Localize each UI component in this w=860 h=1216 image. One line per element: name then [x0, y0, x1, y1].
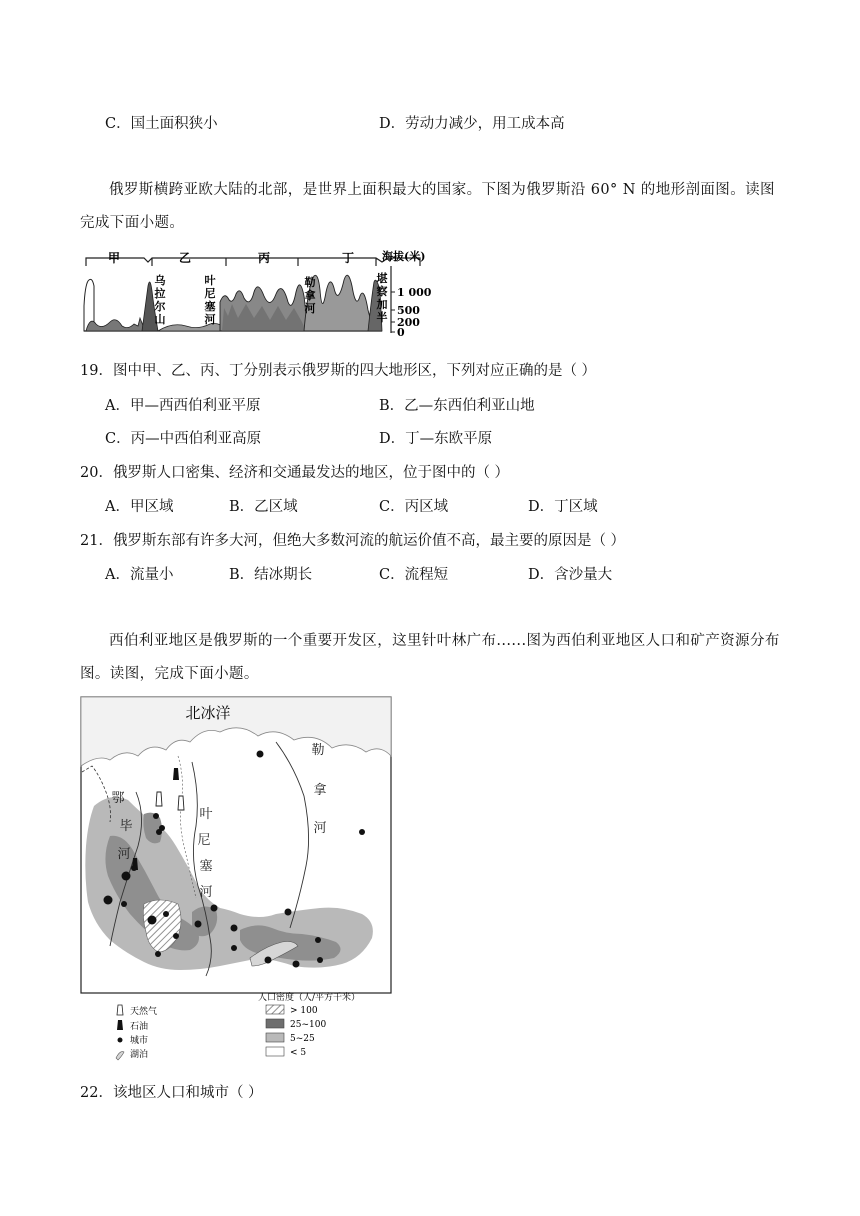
ob-label-1: 鄂: [111, 791, 125, 806]
kamchatka-label-2: 察: [376, 285, 388, 298]
q18-option-c: C．国土面积狭小: [105, 116, 218, 132]
city-icon: [257, 751, 264, 758]
passage-russia-profile: 俄罗斯横跨亚欧大陆的北部，是世界上面积最大的国家。下图为俄罗斯沿 60° N 的地形剖面图。读图完成下面小题。: [80, 182, 775, 231]
city-icon: [359, 829, 365, 835]
q21-option-a: A．流量小: [105, 567, 174, 583]
city-icon: [104, 896, 113, 905]
city-icon: [315, 937, 321, 943]
legend-gas: 天然气: [130, 1007, 158, 1017]
city-icon: [131, 865, 137, 871]
q22-stem: 22．该地区人口和城市（ ）: [80, 1085, 263, 1101]
q20-stem: 20．俄罗斯人口密集、经济和交通最发达的地区，位于图中的（ ）: [80, 465, 510, 481]
lena-map-label-2: 拿: [313, 783, 327, 798]
lena-map-label-1: 勒: [311, 743, 325, 758]
city-icon: [231, 945, 237, 951]
ural-label-3: 尔: [154, 300, 166, 313]
ural-label-4: 山: [154, 313, 166, 326]
gas-icon: [156, 792, 162, 806]
city-icon: [285, 909, 292, 916]
city-icon: [121, 901, 127, 907]
city-icon: [195, 921, 202, 928]
q21-option-c: C．流程短: [379, 567, 449, 583]
yenisei-map-label-3: 塞: [199, 859, 213, 874]
kamchatka-label-3: 加: [376, 298, 388, 311]
q20-option-d: D．丁区域: [528, 499, 598, 515]
q19-option-d: D．丁—东欧平原: [379, 431, 493, 447]
legend-density-low: 5~25: [290, 1034, 315, 1044]
lena-label-3: 河: [304, 302, 316, 315]
yenisei-label-1: 叶: [204, 274, 216, 287]
q18-option-d: D．劳动力减少，用工成本高: [379, 116, 565, 132]
q19-stem: 19．图中甲、乙、丙、丁分别表示俄罗斯的四大地形区，下列对应正确的是（ ）: [80, 363, 597, 379]
legend-density-lowest: < 5: [290, 1048, 307, 1058]
legend-lake-icon: [116, 1052, 124, 1060]
city-icon: [211, 905, 218, 912]
region-yi: 乙: [179, 251, 192, 265]
legend-city: 城市: [130, 1036, 149, 1046]
siberia-map-figure: [80, 696, 392, 1064]
tick-200: 200: [397, 316, 420, 329]
q21-option-b: B．结冰期长: [229, 567, 313, 583]
legend-oil: 石油: [130, 1022, 149, 1032]
region-bing: 丙: [258, 251, 271, 265]
profile-axis-title: 海拔(米): [382, 250, 426, 263]
city-icon: [173, 933, 179, 939]
legend-swatch-lowest: [266, 1047, 284, 1056]
city-icon: [293, 961, 300, 968]
region-jia: 甲: [108, 251, 121, 265]
q21-stem: 21．俄罗斯东部有许多大河，但绝大多数河流的航运价值不高，最主要的原因是（ ）: [80, 533, 626, 549]
region-ding: 丁: [342, 251, 355, 265]
city-icon: [122, 872, 131, 881]
legend-oil-icon: [117, 1020, 123, 1030]
yenisei-map-label-1: 叶: [199, 807, 213, 822]
q19-option-c: C．丙—中西伯利亚高原: [105, 431, 262, 447]
city-icon: [317, 957, 323, 963]
legend-density-title: 人口密度（人/平方千米）: [258, 993, 361, 1003]
passage-siberia: 西伯利亚地区是俄罗斯的一个重要开发区，这里针叶林广布......图为西伯利亚地区人口和矿产资源分布图。读图，完成下面小题。: [80, 633, 780, 682]
legend-gas-icon: [117, 1005, 123, 1015]
lena-label-1: 勒: [304, 276, 316, 289]
legend-swatch-low: [266, 1033, 284, 1042]
q20-option-c: C．丙区域: [379, 499, 449, 515]
gas-icon: [178, 796, 184, 810]
ural-label-2: 拉: [154, 287, 166, 300]
legend-density-mid: 25~100: [290, 1020, 327, 1030]
ural-label-1: 乌: [154, 274, 166, 287]
city-icon: [231, 925, 238, 932]
q21-option-d: D．含沙量大: [528, 567, 613, 583]
q19-option-b: B．乙—东西伯利亚山地: [379, 398, 535, 414]
map-ocean-label: 北冰洋: [185, 704, 231, 722]
legend-lake: 湖泊: [130, 1050, 149, 1060]
ob-label-2: 毕: [119, 819, 133, 834]
legend-city-icon: [118, 1038, 123, 1043]
yenisei-map-label-4: 河: [199, 885, 213, 900]
lena-label-2: 拿: [304, 289, 316, 302]
yenisei-map-label-2: 尼: [197, 833, 211, 848]
city-icon: [148, 916, 157, 925]
yenisei-label-2: 尼: [204, 287, 216, 300]
tick-500: 500: [397, 304, 420, 317]
kamchatka-label-1: 堪: [376, 272, 388, 285]
q20-option-a: A．甲区域: [105, 499, 174, 515]
yenisei-label-4: 河: [204, 313, 216, 326]
terrain-profile-figure: [82, 246, 444, 336]
oil-icon: [173, 768, 179, 780]
legend-swatch-high: [266, 1005, 284, 1014]
tick-1000: 1 000: [397, 286, 432, 299]
lena-map-label-3: 河: [313, 821, 327, 836]
city-icon: [155, 951, 161, 957]
legend-density-high: > 100: [290, 1006, 318, 1016]
city-icon: [265, 957, 272, 964]
q20-option-b: B．乙区域: [229, 499, 298, 515]
ob-label-3: 河: [117, 847, 131, 862]
city-icon: [153, 813, 159, 819]
city-icon: [163, 911, 169, 917]
yenisei-label-3: 塞: [204, 300, 216, 313]
city-icon: [159, 825, 165, 831]
tick-0: 0: [397, 326, 405, 336]
kamchatka-label-4: 半: [376, 311, 388, 324]
q19-option-a: A．甲—西西伯利亚平原: [105, 398, 261, 414]
legend-swatch-mid: [266, 1019, 284, 1028]
